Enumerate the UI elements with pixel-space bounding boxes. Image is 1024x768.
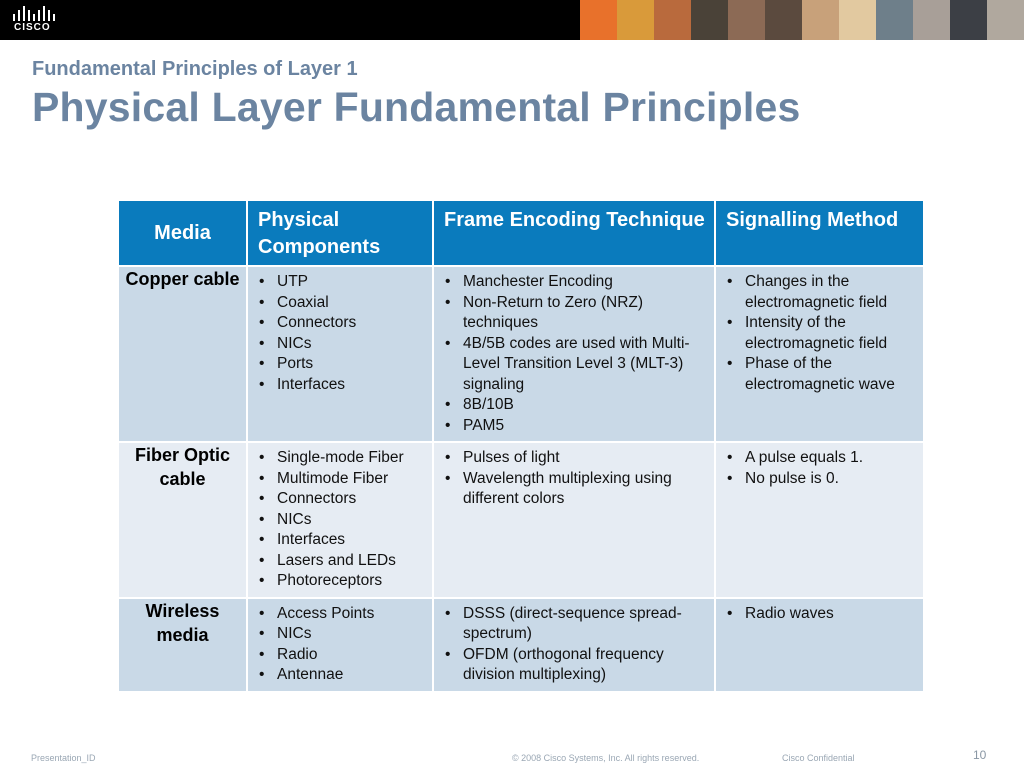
encoding-cell [433, 598, 715, 692]
list-item: • Radio [256, 645, 426, 666]
list-item: • Radio waves [724, 604, 917, 625]
list-item: • Intensity of the electromagnetic field [724, 313, 917, 354]
list-item: • Photoreceptors [256, 571, 426, 592]
table-row [118, 442, 924, 598]
components-list [256, 272, 426, 395]
header-signalling-method: Signalling Method [715, 200, 924, 266]
list-item: • No pulse is 0. [724, 469, 917, 490]
signalling-cell [715, 598, 924, 692]
media-cell: Copper cable [118, 266, 247, 442]
list-item: • PAM5 [442, 416, 708, 437]
list-item: • Interfaces [256, 530, 426, 551]
header-photo [654, 0, 691, 40]
list-item: • DSSS (direct-sequence spread-spectrum) [442, 604, 708, 645]
page-number: 10 [973, 748, 987, 762]
components-cell [247, 266, 433, 442]
list-item: • NICs [256, 334, 426, 355]
header-photo-strip [580, 0, 1024, 40]
header-photo [728, 0, 765, 40]
list-item: • Access Points [256, 604, 426, 625]
list-item: • Single-mode Fiber [256, 448, 426, 469]
header-photo [765, 0, 802, 40]
footer-copyright: © 2008 Cisco Systems, Inc. All rights reserved. [512, 753, 700, 763]
list-item: • 8B/10B [442, 395, 708, 416]
slide-subtitle: Fundamental Principles of Layer 1 [32, 58, 358, 80]
encoding-cell [433, 266, 715, 442]
list-item: • Ports [256, 354, 426, 375]
list-item: • Connectors [256, 313, 426, 334]
list-item: • Lasers and LEDs [256, 551, 426, 572]
list-item: • OFDM (orthogonal frequency division multiplexing) [442, 645, 708, 686]
header-photo [580, 0, 617, 40]
list-item: • Interfaces [256, 375, 426, 396]
media-cell: Wireless media [118, 598, 247, 692]
cisco-bars-icon [12, 6, 56, 22]
encoding-list [442, 604, 708, 686]
encoding-cell [433, 442, 715, 598]
header-frame-encoding: Frame Encoding Technique [433, 200, 715, 266]
components-cell [247, 442, 433, 598]
list-item: • 4B/5B codes are used with Multi-Level Transition Level 3 (MLT-3) signaling [442, 334, 708, 396]
cisco-wordmark: CISCO [14, 22, 51, 33]
list-item: • Coaxial [256, 293, 426, 314]
list-item: • NICs [256, 510, 426, 531]
signalling-cell [715, 442, 924, 598]
header-physical-components: Physical Components [247, 200, 433, 266]
signalling-list [724, 272, 917, 395]
slide-title: Physical Layer Fundamental Principles [32, 84, 801, 130]
list-item: • Connectors [256, 489, 426, 510]
footer-confidential: Cisco Confidential [782, 753, 855, 763]
table-header-row [118, 200, 924, 266]
top-banner [0, 0, 1024, 40]
list-item: • Non-Return to Zero (NRZ) techniques [442, 293, 708, 334]
table-row [118, 598, 924, 692]
media-cell: Fiber Optic cable [118, 442, 247, 598]
list-item: • NICs [256, 624, 426, 645]
header-photo [876, 0, 913, 40]
list-item: • Phase of the electromagnetic wave [724, 354, 917, 395]
header-photo [987, 0, 1024, 40]
list-item: • Changes in the electromagnetic field [724, 272, 917, 313]
components-list [256, 448, 426, 592]
header-photo [617, 0, 654, 40]
encoding-list [442, 272, 708, 436]
list-item: • Antennae [256, 665, 426, 686]
principles-table [117, 199, 925, 693]
signalling-cell [715, 266, 924, 442]
header-photo [950, 0, 987, 40]
cisco-logo [12, 4, 62, 36]
header-photo [839, 0, 876, 40]
header-photo [913, 0, 950, 40]
signalling-list [724, 448, 917, 489]
list-item: • Wavelength multiplexing using different colors [442, 469, 708, 510]
signalling-list [724, 604, 917, 625]
components-list [256, 604, 426, 686]
encoding-list [442, 448, 708, 510]
header-photo [691, 0, 728, 40]
components-cell [247, 598, 433, 692]
header-media: Media [118, 200, 247, 266]
footer-presentation-id: Presentation_ID [31, 753, 96, 763]
header-photo [802, 0, 839, 40]
list-item: • UTP [256, 272, 426, 293]
list-item: • A pulse equals 1. [724, 448, 917, 469]
table-row [118, 266, 924, 442]
list-item: • Multimode Fiber [256, 469, 426, 490]
list-item: • Manchester Encoding [442, 272, 708, 293]
list-item: • Pulses of light [442, 448, 708, 469]
